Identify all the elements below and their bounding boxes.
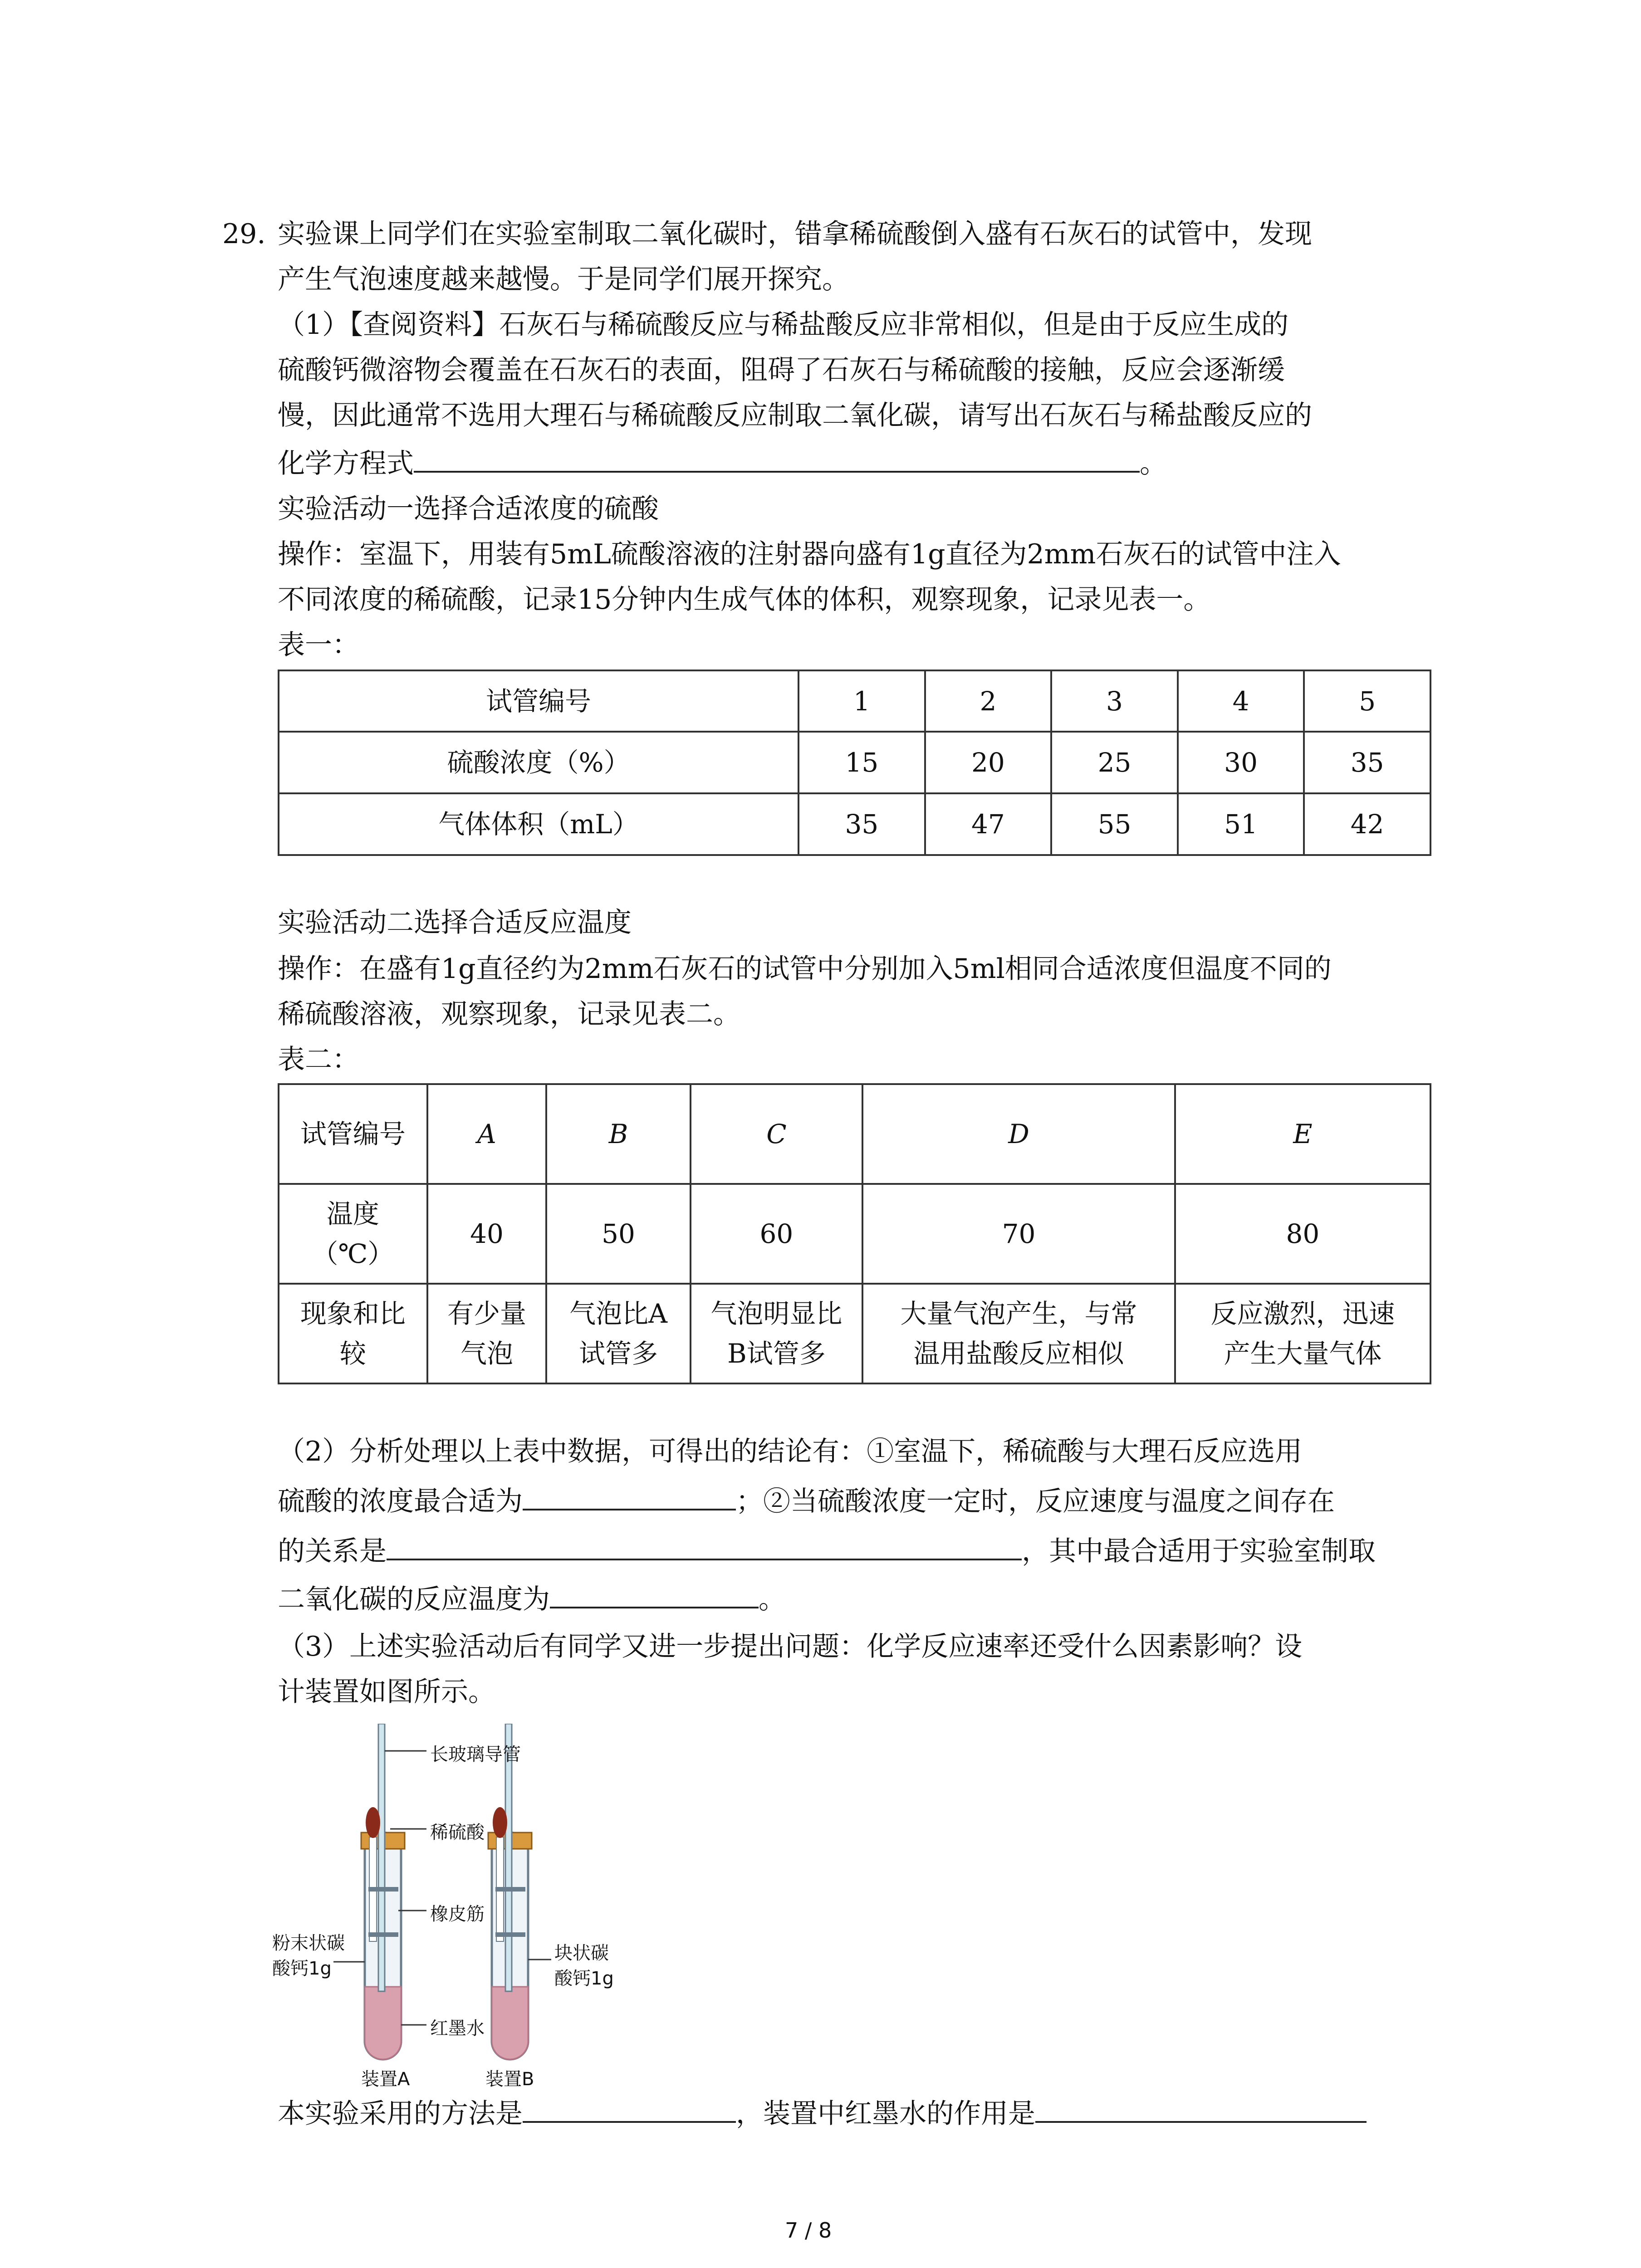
obs-line: 反应激烈，迅速 (1210, 1298, 1395, 1329)
part2-line-4-prefix: 二氧化碳的反应温度为 (278, 1584, 550, 1615)
activity2-op-line-1: 操作：在盛有1g直径约为2mm石灰石的试管中分别加入5ml相同合适浓度但温度不同的 (278, 953, 1332, 985)
label-apparatus-b: 装置B (485, 2069, 534, 2090)
label-lump-line-2: 酸钙1g (554, 1968, 614, 1989)
part2-line-3-prefix: 的关系是 (278, 1535, 387, 1567)
table-1 (278, 670, 1431, 856)
label-powder-caco3 (272, 1931, 345, 1981)
rubber-band-a (368, 1887, 398, 1892)
activity1-op-line-2: 不同浓度的稀硫酸，记录15分钟内生成气体的体积，观察现象，记录见表一。 (278, 584, 1211, 616)
label-rubber-band: 橡皮筋 (430, 1904, 485, 1925)
table2-obs-cell (427, 1284, 547, 1383)
table1-cell: 1 (798, 670, 925, 732)
part3-line-1: （3）上述实验活动后有同学又进一步提出问题：化学反应速率还受什么因素影响？设 (278, 1631, 1303, 1662)
table2-cell: A (427, 1084, 547, 1184)
rubber-band-b-2 (495, 1932, 525, 1937)
obs-line: 有少量 (447, 1298, 526, 1329)
apparatus-a (361, 1724, 405, 2059)
table1-label: 表一： (278, 629, 359, 661)
table1-row-volume (279, 793, 1430, 855)
temperature-blank[interactable] (550, 1575, 759, 1608)
table2-row-observation (279, 1284, 1430, 1383)
rubber-band-b (495, 1887, 525, 1892)
table1-cell: 4 (1178, 670, 1304, 732)
table2-header-temperature (279, 1184, 427, 1284)
final-line-prefix: 本实验采用的方法是 (278, 2098, 523, 2130)
relationship-blank[interactable] (387, 1527, 1022, 1560)
table2-obs-cell (862, 1284, 1175, 1383)
table2-cell: 80 (1175, 1184, 1430, 1284)
obs-line: 大量气泡产生，与常 (900, 1298, 1137, 1329)
intro-line-1: 实验课上同学们在实验室制取二氧化碳时，错拿稀硫酸倒入盛有石灰石的试管中，发现 (278, 218, 1312, 250)
part1-line-2: 硫酸钙微溶物会覆盖在石灰石的表面，阻碍了石灰石与稀硫酸的接触，反应会逐渐缓 (278, 354, 1285, 386)
table2-cell: C (691, 1084, 862, 1184)
temperature-header-line-2: （℃） (312, 1238, 394, 1269)
table1-cell: 35 (798, 793, 925, 855)
label-lump-caco3 (554, 1941, 614, 1991)
label-apparatus-a: 装置A (361, 2069, 410, 2090)
part3-line-2: 计装置如图所示。 (278, 1676, 495, 1708)
part2-line-3-suffix: ，其中最合适用于实验室制取 (1022, 1535, 1376, 1567)
part2-line-1: （2）分析处理以上表中数据，可得出的结论有：①室温下，稀硫酸与大理石反应选用 (278, 1436, 1303, 1467)
final-line (278, 2089, 1367, 2136)
obs-line: 试管多 (579, 1338, 658, 1369)
table1-cell: 55 (1051, 793, 1178, 855)
red-ink-b (492, 1987, 528, 2059)
rubber-band-a-2 (368, 1932, 398, 1937)
part1-line-4 (278, 439, 1167, 486)
table1-cell: 5 (1304, 670, 1430, 732)
table2-cell: D (862, 1084, 1175, 1184)
obs-line: 气泡比A (569, 1298, 667, 1329)
question-number: 29. (222, 218, 266, 250)
part1-prefix: 化学方程式 (278, 448, 414, 479)
table2-cell: B (546, 1084, 690, 1184)
table2-cell: 70 (862, 1184, 1175, 1284)
activity2-title: 实验活动二选择合适反应温度 (278, 907, 632, 938)
table2-obs-cell (1175, 1284, 1430, 1383)
part1-line-3: 慢，因此通常不选用大理石与稀硫酸反应制取二氧化碳，请写出石灰石与稀盐酸反应的 (278, 400, 1312, 431)
temperature-header-line-1: 温度 (326, 1198, 379, 1229)
activity1-title: 实验活动一选择合适浓度的硫酸 (278, 493, 659, 525)
part2-line-2-prefix: 硫酸的浓度最合适为 (278, 1486, 523, 1517)
table2-row-temperature (279, 1184, 1430, 1284)
observation-header-line-2: 较 (339, 1338, 366, 1369)
part2-line-4-suffix: 。 (759, 1584, 786, 1615)
table1-cell: 51 (1178, 793, 1304, 855)
table1-header-tube: 试管编号 (279, 670, 798, 732)
activity2-op-line-2: 稀硫酸溶液，观察现象，记录见表二。 (278, 998, 740, 1030)
label-powder-line-1: 粉末状碳 (272, 1933, 345, 1954)
activity1-op-line-1: 操作：室温下，用装有5mL硫酸溶液的注射器向盛有1g直径为2mm石灰石的试管中注入 (278, 538, 1341, 570)
table-2 (278, 1083, 1431, 1384)
table1-cell: 35 (1304, 732, 1430, 793)
part2-line-2 (278, 1477, 1335, 1524)
table2-cell: 40 (427, 1184, 547, 1284)
intro-line-2: 产生气泡速度越来越慢。于是同学们展开探究。 (278, 264, 849, 295)
table2-cell: 50 (546, 1184, 690, 1284)
label-dilute-acid: 稀硫酸 (430, 1822, 485, 1843)
final-line-mid: ，装置中红墨水的作用是 (736, 2098, 1035, 2130)
obs-line: 温用盐酸反应相似 (913, 1338, 1124, 1369)
long-glass-tube-a (378, 1724, 385, 1991)
table1-header-concentration: 硫酸浓度（%） (279, 732, 798, 793)
table1-cell: 42 (1304, 793, 1430, 855)
table2-obs-cell (546, 1284, 690, 1383)
red-ink-purpose-blank[interactable] (1035, 2089, 1367, 2123)
label-powder-line-2: 酸钙1g (272, 1958, 332, 1979)
obs-line: B试管多 (727, 1338, 826, 1369)
page-number: 7 / 8 (785, 2218, 832, 2243)
table1-cell: 15 (798, 732, 925, 793)
table1-cell: 30 (1178, 732, 1304, 793)
table2-header-tube: 试管编号 (279, 1084, 427, 1184)
part2-line-2-suffix: ；②当硫酸浓度一定时，反应速度与温度之间存在 (736, 1486, 1335, 1517)
part1-suffix: 。 (1140, 448, 1167, 479)
label-long-glass-tube: 长玻璃导管 (430, 1744, 521, 1765)
table2-header-observation (279, 1284, 427, 1383)
table1-cell: 47 (925, 793, 1052, 855)
part2-line-3 (278, 1527, 1376, 1574)
obs-line: 气泡 (460, 1338, 513, 1369)
concentration-blank[interactable] (523, 1477, 736, 1510)
table2-cell: E (1175, 1084, 1430, 1184)
method-blank[interactable] (523, 2089, 736, 2123)
equation-blank[interactable] (414, 439, 1140, 473)
dropper-bulb-a (366, 1807, 380, 1838)
obs-line: 产生大量气体 (1224, 1338, 1382, 1369)
label-red-ink: 红墨水 (430, 2018, 485, 2039)
table2-obs-cell (691, 1284, 862, 1383)
table1-row-tube (279, 670, 1430, 732)
dropper-bulb-b (493, 1807, 507, 1838)
table1-cell: 25 (1051, 732, 1178, 793)
table2-row-tube (279, 1084, 1430, 1184)
apparatus-b (488, 1724, 532, 2059)
table1-cell: 20 (925, 732, 1052, 793)
red-ink-a (365, 1987, 401, 2059)
observation-header-line-1: 现象和比 (300, 1298, 406, 1329)
table2-label: 表二： (278, 1044, 359, 1075)
table2-cell: 60 (691, 1184, 862, 1284)
part2-line-4 (278, 1575, 786, 1622)
obs-line: 气泡明显比 (710, 1298, 843, 1329)
table1-row-concentration (279, 732, 1430, 793)
table1-header-volume: 气体体积（mL） (279, 793, 798, 855)
part1-line-1: （1）【查阅资料】石灰石与稀硫酸反应与稀盐酸反应非常相似，但是由于反应生成的 (278, 309, 1289, 341)
table1-cell: 3 (1051, 670, 1178, 732)
table1-cell: 2 (925, 670, 1052, 732)
label-lump-line-1: 块状碳 (554, 1943, 609, 1964)
